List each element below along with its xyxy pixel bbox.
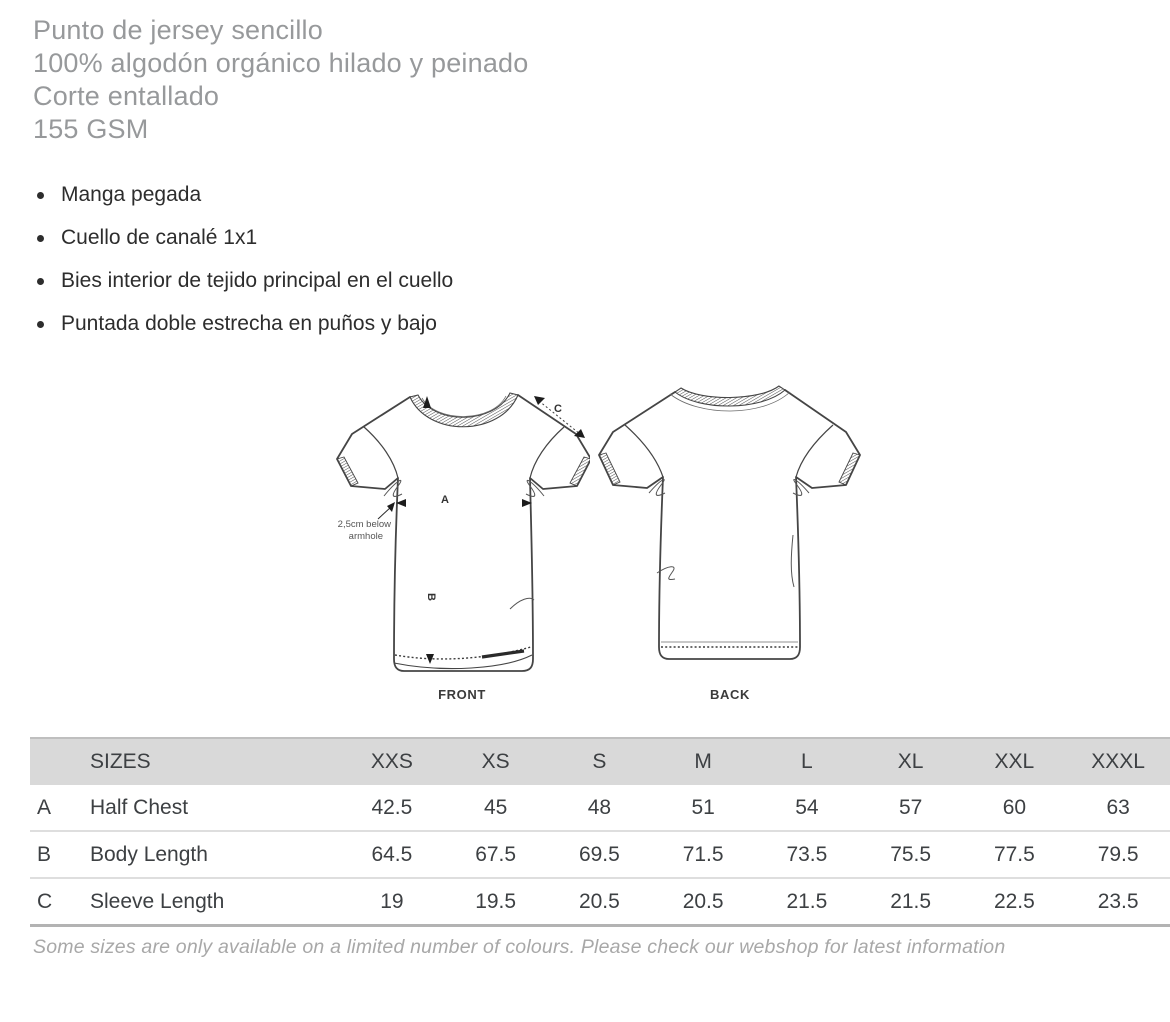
size-table (30, 737, 1170, 927)
column-header: XXS (370, 750, 413, 773)
cell-value: 79.5 (1097, 842, 1139, 866)
cell-value: 21.5 (890, 889, 932, 913)
armhole-note: 2,5cm below (337, 519, 391, 530)
back-view-drawing (597, 385, 863, 669)
cell-value: 77.5 (993, 842, 1035, 866)
column-header: L (801, 750, 813, 773)
cell-value: 22.5 (993, 889, 1035, 913)
column-header: XXXL (1091, 750, 1145, 773)
feature-item (37, 268, 453, 294)
cell-value: 21.5 (786, 889, 828, 913)
cell-value: 51 (691, 795, 715, 819)
row-key: A (37, 795, 52, 819)
cell-value: 54 (795, 795, 819, 819)
feature-label: Manga pegada (61, 183, 202, 206)
feature-item (37, 225, 453, 251)
column-header: M (694, 750, 712, 773)
cell-value: 42.5 (371, 795, 413, 819)
fabric-line: 155 GSM (33, 114, 149, 144)
bullet-icon (37, 321, 44, 328)
table-row (30, 877, 1170, 924)
row-name: Body Length (90, 842, 208, 866)
cell-value: 75.5 (890, 842, 932, 866)
row-name: Sleeve Length (90, 889, 225, 913)
front-caption: FRONT (438, 687, 486, 702)
bullet-icon (37, 278, 44, 285)
column-header: SIZES (90, 750, 151, 773)
feature-item (37, 182, 453, 208)
row-key: B (37, 842, 52, 866)
size-table-header (30, 739, 1170, 785)
feature-label: Puntada doble estrecha en puños y bajo (61, 312, 437, 335)
fabric-info (33, 14, 529, 146)
cell-value: 48 (587, 795, 612, 819)
cell-value: 60 (1002, 795, 1027, 819)
front-view-drawing (334, 383, 590, 679)
cell-value: 69.5 (578, 842, 620, 866)
cell-value: 57 (898, 795, 923, 819)
fabric-line: 100% algodón orgánico hilado y peinado (33, 48, 529, 78)
cell-value: 73.5 (786, 842, 828, 866)
fabric-line: Punto de jersey sencillo (33, 15, 323, 45)
row-name: Half Chest (90, 795, 189, 819)
table-row (30, 785, 1170, 830)
cell-value: 45 (483, 795, 508, 819)
column-header: S (592, 750, 607, 773)
arrow-upleft-icon (534, 396, 545, 405)
feature-item (37, 311, 453, 337)
column-header: XXL (994, 750, 1035, 773)
cell-value: 64.5 (371, 842, 413, 866)
cell-value: 20.5 (578, 889, 620, 913)
measure-c-label: C (554, 403, 562, 415)
measure-b-label: B (425, 593, 437, 601)
fabric-line: Corte entallado (33, 81, 220, 111)
cell-value: 19 (380, 889, 404, 913)
feature-label: Bies interior de tejido principal en el cuello (61, 269, 454, 292)
bullet-icon (37, 192, 44, 199)
cell-value: 19.5 (475, 889, 517, 913)
leader-arrow-icon (387, 502, 395, 512)
armhole-note: armhole (348, 531, 383, 542)
feature-list (37, 182, 453, 354)
measure-a-label: A (441, 494, 449, 506)
bullet-icon (37, 235, 44, 242)
footnote: Some sizes are only available on a limited number of colours. Please check our webshop for latest information (33, 936, 1006, 958)
cell-value: 67.5 (475, 842, 517, 866)
feature-label: Cuello de canalé 1x1 (61, 226, 258, 249)
cell-value: 20.5 (682, 889, 724, 913)
cell-value: 63 (1106, 795, 1130, 819)
arrow-up-icon (423, 396, 431, 408)
cell-value: 23.5 (1097, 889, 1139, 913)
table-row (30, 830, 1170, 877)
column-header: XS (481, 750, 510, 773)
column-header: XL (897, 750, 924, 773)
cell-value: 71.5 (682, 842, 724, 866)
back-caption: BACK (710, 687, 750, 702)
row-key: C (37, 889, 53, 913)
